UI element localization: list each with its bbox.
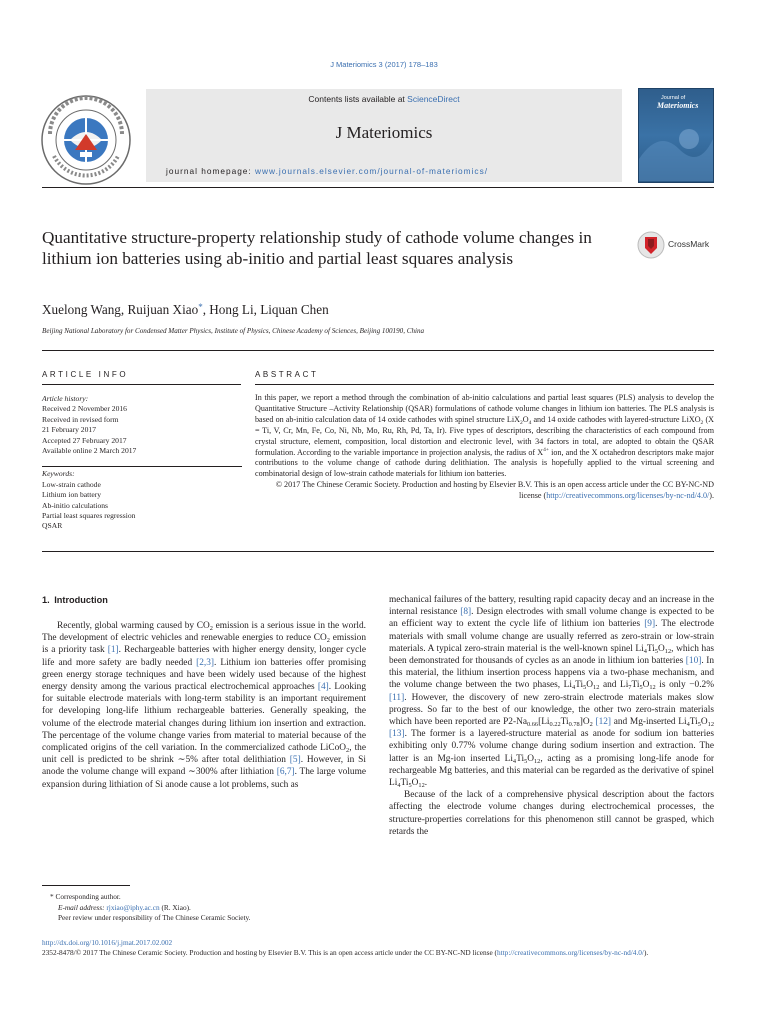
journal-title: J Materiomics — [335, 123, 433, 142]
cover-line1: Journal of — [661, 95, 686, 101]
issn-license: 2352-8478/© 2017 The Chinese Ceramic Society. Production and hosting by Elsevier B.V. This is an open access article under the CC BY-NC-ND license (http://creativecommons.org/licenses/by-nc-nd/4.0/). — [42, 948, 649, 958]
journal-banner — [146, 89, 622, 182]
history-item-1: Received in revised form — [42, 414, 119, 424]
keyword-0: Low-strain cathode — [42, 479, 101, 489]
journal-cover-image[interactable] — [638, 88, 714, 183]
header-rule — [42, 187, 714, 188]
history-item-0: Received 2 November 2016 — [42, 404, 127, 414]
contents-prefix: Contents lists available at — [308, 94, 408, 104]
homepage-prefix: journal homepage: — [166, 166, 256, 176]
contents-line — [146, 94, 622, 104]
chinese-ceramic-society-logo — [40, 94, 132, 186]
cover-pattern-graphic — [639, 119, 713, 181]
footnote-rule — [42, 885, 130, 886]
abstract-copyright: © 2017 The Chinese Ceramic Society. Production and hosting by Elsevier B.V. This is an open access article under the CC BY-NC-ND license (http://creativecommons.org/licenses/by-nc-nd/4.0/). — [275, 480, 714, 501]
journal-homepage — [166, 166, 488, 176]
abstract-heading: ABSTRACT — [255, 370, 319, 379]
author-list: Xuelong Wang, Ruijuan Xiao*, Hong Li, Liquan Chen — [42, 302, 329, 317]
doi-block — [42, 938, 714, 958]
history-item-3: Accepted 27 February 2017 — [42, 435, 127, 445]
keyword-4: QSAR — [42, 521, 63, 531]
article-info — [42, 394, 242, 532]
keywords-rule — [42, 466, 242, 467]
body-column-left: Recently, global warming caused by $CO_2$ emission is a serious issue in the world. The development of electric vehicles and renewable energies to reduce $CO_2$ emission is a priority task [1]. Rechargeable batteries with higher energy density, longer cycle life and more safety are badly needed [2,3]. Lithium ion batteries offer promising green energy storage techniques and have been widely used because of the highest energy density among the various practical electrochemical approaches [4]. Looking for suitable electrode materials with long-term stability is an important requirement for developing long-life lithium rechargeable batteries. Generally speaking, the volume of the electrode material changes during lithium ion insertion and extraction. The percentage of the volume change varies from material to material because of the complicated origins of the cell variation. In the commercialized cathode LiCoO$_2$, the unit cell is predicted to be shrink ∼5% after total delithiation [5]. However, in Si anode the volume change will expand ∼300% after lithiation [6,7]. The large volume expansion during lithiation of Si anode cause a lot problems, such as — [42, 621, 367, 790]
info-rule — [42, 384, 241, 385]
section-heading-introduction: 1. Introduction — [42, 595, 108, 605]
footnotes: * Corresponding author. E-mail address: rjxiao@iphy.ac.cn (R. Xiao). Peer review under responsibility of The Chinese Ceramic Society. — [50, 892, 251, 922]
sciencedirect-link[interactable]: ScienceDirect — [407, 94, 460, 104]
keyword-3: Partial least squares regression — [42, 511, 136, 521]
abstract-bottom-rule — [42, 551, 714, 552]
history-label: Article history: — [42, 394, 89, 403]
keywords-label: Keywords: — [42, 469, 75, 479]
title-rule — [42, 350, 714, 351]
abstract-rule — [255, 384, 714, 385]
abstract-text — [255, 393, 714, 502]
abstract-body: In this paper, we report a method through the combination of ab-initio calculations and partial least squares (PLS) analysis to develop the Quantitative Structure –Activity Relationship (QSAR) formulations of cathode volume changes in lithium ion batteries. The PLS analysis is based on ab-initio calculation data of 14 oxide cathodes with spinel structure $LiX_2O_4$ and 14 oxide cathodes with layered-structure LiXO$_2$ (X = Ti, V, Cr, Mn, Fe, Co, Ni, Nb, Mo, Ru, Rh, Pd, Ta, Ir). Five types of descriptors, describing the characteristics of each compound from crystal structure, element, composition, local distortion and electronic level, with 34 factors in total, are adopted to obtain the QSAR formulation. According to the variable importance in projection analysis, the radius of $X^{4+}$ ion, and the X octahedron descriptors make major contributions to the volume change of cathode during delithiation. The analysis is hopefully applied to the virtual screening and combinatorial design of low-strain cathode materials for lithium ion batteries. — [255, 393, 714, 479]
doi-link[interactable]: http://dx.doi.org/10.1016/j.jmat.2017.02.002 — [42, 938, 173, 947]
keyword-1: Lithium ion battery — [42, 490, 102, 500]
crossmark-icon — [637, 231, 665, 259]
cover-line2: Materiomics — [657, 101, 699, 110]
crossmark-label: CrossMark — [668, 239, 710, 249]
article-title: Quantitative structure-property relationship study of cathode volume changes in lithium ion batteries using ab-initio and partial least squares analysis — [42, 228, 592, 268]
keyword-2: Ab-initio calculations — [42, 500, 109, 510]
homepage-link[interactable]: www.journals.elsevier.com/journal-of-materiomics/ — [255, 166, 489, 176]
history-item-2: 21 February 2017 — [42, 425, 96, 435]
article-info-heading: ARTICLE INFO — [42, 370, 129, 379]
body-column-right: mechanical failures of the battery, resulting rapid capacity decay and an increase in the internal resistance [8]. Design electrodes with small volume change is expected to be an efficient way to extent the cycle life of lithium ion batteries [9]. The electrode materials with small volume change are usually referred as zero-strain or low-strain materials. A typical zero-strain material is the well-known spinel $Li_4Ti_5O_{12}$, which has been demonstrated for thousands of cycles as an anode in lithium ion batteries [10]. In this material, the lithium insertion process happens via a two-phase mechanism, and the volume change between the two phases, $Li_4Ti_5O_{12}$ and $Li_7Ti_5O_{12}$ is only −0.2% [11]. However, the discovery of new zero-strain electrode materials makes slow progress. So far to the best of our knowledge, the other two zero-strain materials which have been reported are $P2-Na_{0.66}[Li_{0.22}Ti_{0.78}]O_2$ [12] and Mg-inserted $Li_4Ti_5O_{12}$ [13]. The former is a layered-structure material as anode for sodium ion batteries exhibiting only 0.77% volume change during sodium insertion and extraction. The latter is an Mg-ion inserted $Li_4Ti_5O_{12}$, acting as a promising long-life anode for rechargeable Mg batteries, and this material can be regarded as the derivative of spinel $Li_4Ti_5O_{12}$. Because of the lack of a comprehensive physical description about the factors affecting the electrode volume changes during electrochemical processes, the structure-properties correlations for this phenomenon still cannot be grasped, which retards the — [389, 595, 715, 837]
running-header[interactable]: J Materiomics 3 (2017) 178–183 — [330, 60, 438, 69]
crossmark-badge[interactable] — [637, 231, 715, 259]
affiliation: Beijing National Laboratory for Condensed Matter Physics, Institute of Physics, Chinese Academy of Sciences, Beijing 100190, China — [42, 327, 425, 335]
history-item-4: Available online 2 March 2017 — [42, 446, 137, 456]
